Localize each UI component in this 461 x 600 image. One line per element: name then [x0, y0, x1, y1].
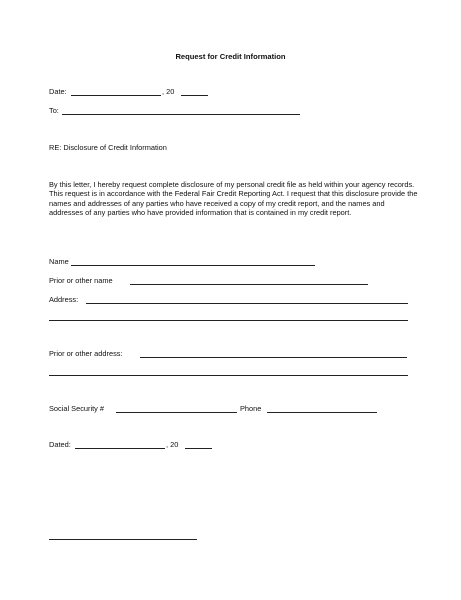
- document-title: Request for Credit Information: [175, 52, 286, 61]
- address-field[interactable]: [86, 303, 408, 304]
- to-field[interactable]: [62, 114, 300, 115]
- address-label: Address:: [49, 295, 79, 304]
- dated-year-prefix: , 20: [166, 440, 179, 449]
- dated-year-field[interactable]: [185, 448, 212, 449]
- dated-field[interactable]: [75, 448, 165, 449]
- to-label: To:: [49, 106, 59, 115]
- date-year-field[interactable]: [181, 95, 208, 96]
- dated-label: Dated:: [49, 440, 71, 449]
- name-field[interactable]: [71, 265, 315, 266]
- prior-address-field[interactable]: [140, 357, 407, 358]
- prior-name-field[interactable]: [130, 284, 368, 285]
- address-field-line-2[interactable]: [49, 320, 408, 321]
- prior-address-label: Prior or other address:: [49, 349, 123, 358]
- body-paragraph: By this letter, I hereby request complete disclosure of my personal credit file as held within your agency records. This request is in accordance with the Federal Fair Credit Reporting Act. I request that this disclosure provide the names and addresses of any parties who have received a copy of my credit report, and the names and addresses of any parties who have provided information that is contained in my credit report.: [49, 180, 418, 218]
- date-year-prefix: , 20: [162, 87, 175, 96]
- prior-name-label: Prior or other name: [49, 276, 113, 285]
- re-line: RE: Disclosure of Credit Information: [49, 143, 167, 152]
- ssn-field[interactable]: [116, 412, 237, 413]
- name-label: Name: [49, 257, 69, 266]
- phone-field[interactable]: [267, 412, 377, 413]
- prior-address-field-line-2[interactable]: [49, 375, 408, 376]
- signature-line[interactable]: [49, 539, 197, 540]
- date-label: Date:: [49, 87, 67, 96]
- phone-label: Phone: [240, 404, 262, 413]
- date-field[interactable]: [71, 95, 161, 96]
- ssn-label: Social Security #: [49, 404, 105, 413]
